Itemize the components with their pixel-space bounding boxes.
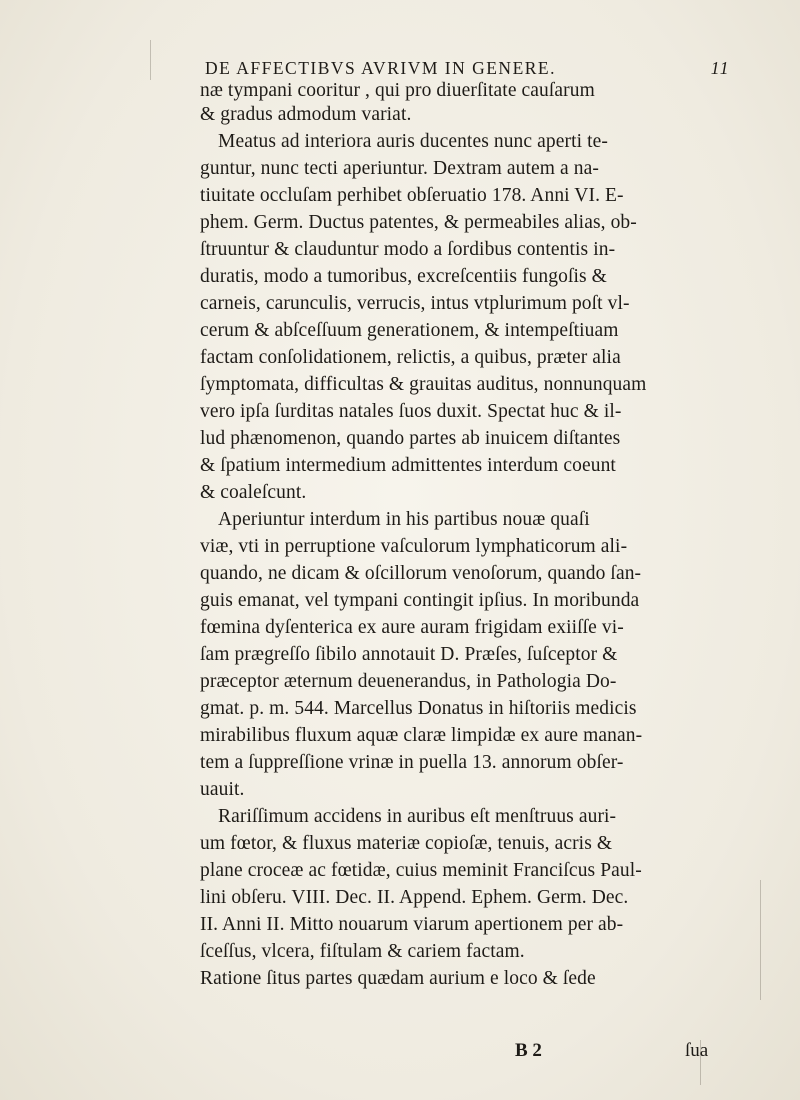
catchword: ſua <box>685 1040 709 1061</box>
text-line: viæ, vti in perruptione vaſculorum lymphaticorum ali- <box>200 536 628 557</box>
text-line: fœmina dyſenterica ex aure auram frigidam exiiſſe vi- <box>200 617 624 638</box>
text-line: præceptor æternum deuenerandus, in Pathologia Do- <box>200 671 617 692</box>
text-line: lud phænomenon, quando partes ab inuicem diſtantes <box>200 428 621 449</box>
running-head-title: DE AFFECTIBVS AVRIVM IN GENERE. <box>205 58 556 78</box>
text-line: factam conſolidationem, relictis, a quibus, præter alia <box>200 347 621 368</box>
text-line: & coaleſcunt. <box>200 482 307 503</box>
text-line: & gradus admodum variat. <box>200 104 412 125</box>
text-line: næ tympani cooritur , qui pro diuerſitate cauſarum <box>200 80 595 101</box>
text-line: quando, ne dicam & oſcillorum venoſorum, quando ſan- <box>200 563 642 584</box>
running-head <box>205 58 730 79</box>
text-line: vero ipſa ſurditas natales ſuos duxit. Spectat huc & il- <box>200 401 622 422</box>
text-line: ſymptomata, difficultas & grauitas auditus, nonnunquam <box>200 374 647 395</box>
text-line: lini obſeru. VIII. Dec. II. Append. Ephem. Germ. Dec. <box>200 887 629 908</box>
text-line: plane croceæ ac fœtidæ, cuius meminit Franciſcus Paul- <box>200 860 642 881</box>
text-line: duratis, modo a tumoribus, excreſcentiis fungoſis & <box>200 266 607 287</box>
text-line: ſtruuntur & clauduntur modo a ſordibus contentis in- <box>200 239 616 260</box>
text-line: carneis, carunculis, verrucis, intus vtplurimum poſt vl- <box>200 293 630 314</box>
text-line: guis emanat, vel tympani contingit ipſius. In moribunda <box>200 590 640 611</box>
text-line: ſam prægreſſo ſibilo annotauit D. Præſes, ſuſceptor & <box>200 644 618 665</box>
text-line: phem. Germ. Ductus patentes, & permeabiles alias, ob- <box>200 212 637 233</box>
text-line: II. Anni II. Mitto nouarum viarum apertionem per ab- <box>200 914 624 935</box>
bleed-through-mark <box>150 40 151 80</box>
text-line: Ratione ſitus partes quædam aurium e loco & ſede <box>200 968 596 989</box>
text-line: tiuitate occluſam perhibet obſeruatio 178. Anni VI. E- <box>200 185 624 206</box>
text-line: mirabilibus fluxum aquæ claræ limpidæ ex aure manan- <box>200 725 643 746</box>
text-line: Aperiuntur interdum in his partibus nouæ quaſi <box>218 509 590 530</box>
text-line: Meatus ad interiora auris ducentes nunc aperti te- <box>218 131 608 152</box>
text-line: & ſpatium intermedium admittentes interdum coeunt <box>200 455 616 476</box>
text-line: gmat. p. m. 544. Marcellus Donatus in hiſtoriis medicis <box>200 698 637 719</box>
text-line: guntur, nunc tecti aperiuntur. Dextram autem a na- <box>200 158 599 179</box>
text-line: ſceſſus, vlcera, fiſtulam & cariem factam. <box>200 941 525 962</box>
bleed-through-mark <box>760 880 761 1000</box>
text-line: um fœtor, & fluxus materiæ copioſæ, tenuis, acris & <box>200 833 613 854</box>
text-line: Rariſſimum accidens in auribus eſt menſtruus auri- <box>218 806 617 827</box>
signature-mark: B 2 <box>515 1040 542 1061</box>
page-number: 11 <box>710 58 730 78</box>
text-line: tem a ſuppreſſione vrinæ in puella 13. annorum obſer- <box>200 752 624 773</box>
text-line: uauit. <box>200 779 245 800</box>
text-line: cerum & abſceſſuum generationem, & intempeſtiuam <box>200 320 619 341</box>
